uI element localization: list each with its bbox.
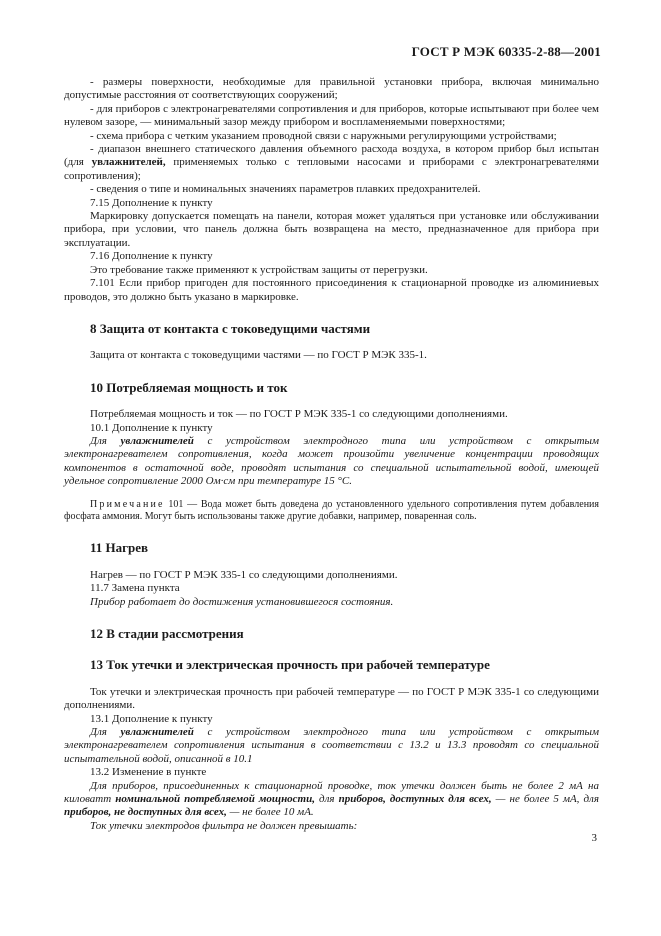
section-10-heading: 10 Потребляемая мощность и ток [90,379,288,395]
document-header: ГОСТ Р МЭК 60335-2-88—2001 [411,44,601,59]
section-13-heading: 13 Ток утечки и электрическая прочность при рабочей температуре [90,657,490,673]
list-item-wiring-diagram: - схема прибора с четким указанием проводной связи с наружными регулирующими устройствами; [90,129,557,142]
page-content [64,76,599,833]
list-item-surface-sizes: - размеры поверхности, необходимые для правильной установки прибора, включая минимально допустимые расстояния от соответствующих сооружений; [64,76,599,102]
section-13-text: Ток утечки и электрическая прочность при рабочей температуре — по ГОСТ Р МЭК 335-1 со следующими дополнениями. [64,685,599,712]
clause-7-15-title: 7.15 Дополнение к пункту [90,196,213,209]
clause-7-15-text: Маркировку допускается помещать на панели, которая может удаляться при установке или обслуживании прибора, при условии, что панель должна быть возвращена на место, предназначенное для прибора при эксплуатации. [64,210,599,249]
clause-11-7-title: 11.7 Замена пункта [90,582,180,595]
text-run: с устройством электродного типа или устройством с открытым электронагревателем сопротивления, когда может произойти увеличение концентрации проводящих компонентов в остаточной воде, проводят испытания со специальной испытательной водой, имеющей удельное сопротивление 2000 Ом·см при температуре 15 °С. [64,434,599,488]
term-humidifiers: увлажнителей [120,726,194,739]
note-101 [64,499,599,524]
text-run: Для [90,434,121,447]
clause-10-1-title: 10.1 Дополнение к пункту [90,421,213,434]
section-12-heading: 12 В стадии рассмотрения [90,626,244,641]
section-8-heading: 8 Защита от контакта с токоведущими частями [90,320,371,336]
list-item-min-clearance: - для приборов с электронагревателями сопротивления и для приборов, которые испытывают при более чем нулевом зазоре, — минимальный зазор между прибором и воспламеняемыми поверхностями; [64,102,599,129]
note-label: Примечание [90,498,165,510]
term-accessible-appliances: приборов, доступных для всех, [338,793,492,806]
section-11-heading: 11 Нагрев [90,540,149,556]
text-run: Для приборов, присоединенных к стационарной проводке, ток утечки должен быть не более 2 мА на киловатт [64,779,599,806]
list-item-static-pressure [64,143,599,183]
clause-13-1-text [64,726,599,766]
clause-7-101: 7.101 Если прибор пригоден для постоянного присоединения к стационарной проводке из алюминиевых проводов, это должно быть указано в маркировке. [64,277,599,303]
text-run: — не более 5 мА, для [491,793,599,806]
term-humidifiers: увлажнителей [120,434,194,447]
page-number: 3 [591,832,597,844]
clause-7-16-title: 7.16 Дополнение к пункту [90,250,213,263]
list-item-fuses: - сведения о типе и номинальных значениях параметров плавких предохранителей. [90,183,481,196]
term-rated-power: номинальной потребляемой мощности, [115,793,315,806]
text-run: с устройством электродного типа или устройством с открытым электронагревателем сопротивления испытания в соответствии с 13.2 и 13.3 проводят со специальной испытательной водой, описанной в 10.1 [64,726,599,765]
note-text: 101 — Вода может быть доведена до установленного удельного сопротивления путем добавления фосфата аммония. Могут быть использованы также другие добавки, например, поваренная соль. [64,498,599,522]
text-run: для [314,793,339,806]
clause-13-1-title: 13.1 Дополнение к пункту [90,712,213,725]
clause-13-2-title: 13.2 Изменение в пункте [90,766,207,779]
section-11-text: Нагрев — по ГОСТ Р МЭК 335-1 со следующими дополнениями. [90,568,398,581]
term-non-accessible-appliances: приборов, не доступных для всех, [64,806,227,819]
text-run: Для [90,726,121,739]
clause-10-1-text [64,435,599,489]
clause-11-7-text: Прибор работает до достижения установившегося состояния. [90,595,394,608]
clause-7-16-text: Это требование также применяют к устройствам защиты от перегрузки. [90,263,428,276]
text-run: — не более 10 мА. [226,806,314,819]
text-run: применяемых только с тепловыми насосами и приборами с электронагревателями сопротивления); [64,156,599,182]
text-run: - диапазон внешнего статического давления объемного расхода воздуха, в котором прибор был испытан (для [64,143,599,169]
section-10-text: Потребляемая мощность и ток — по ГОСТ Р МЭК 335-1 со следующими дополнениями. [90,408,508,421]
section-8-text: Защита от контакта с токоведущими частями — по ГОСТ Р МЭК 335-1. [90,349,427,362]
clause-13-2-text [64,780,599,820]
clause-13-2-last-line: Ток утечки электродов фильтра не должен превышать: [90,819,358,832]
term-humidifiers: увлажнителей, [91,156,166,169]
